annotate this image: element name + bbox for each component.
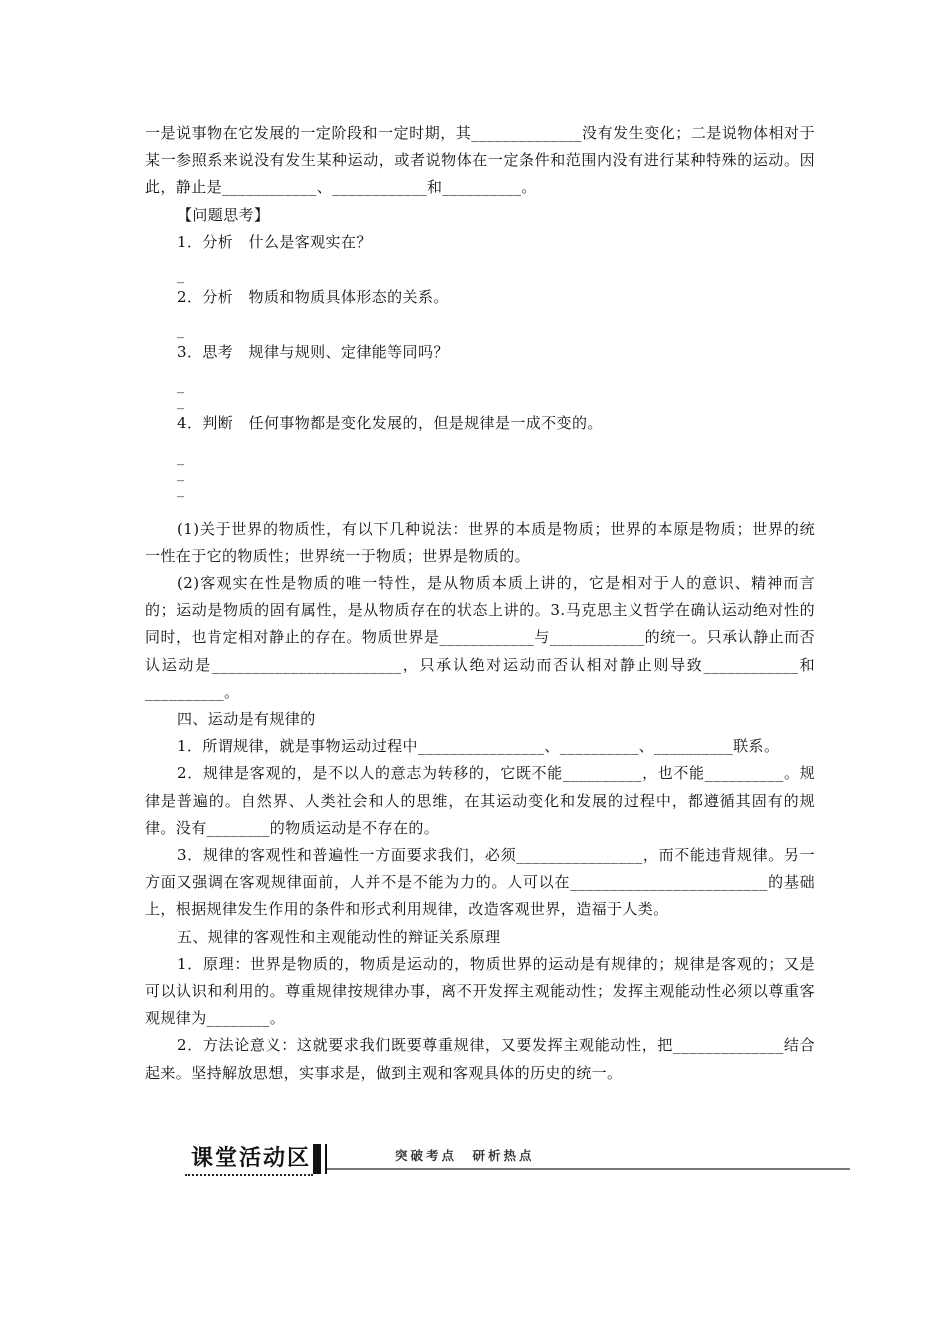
section-4-heading: 四、运动是有规律的: [177, 710, 316, 729]
section-5-item-1: 1．原理：世界是物质的，物质是运动的，物质世界的运动是有规律的；规律是客观的；又是可以认识和利用的。尊重规律按规律办事，离不开发挥主观能动性；发挥主观能动性必须以尊重客观规律为________。: [145, 954, 815, 1028]
section-4-item-2: 2．规律是客观的，是不以人的意志为转移的，它既不能__________，也不能__________。规律是普遍的。自然界、人类社会和人的思维，在其运动变化和发展的过程中，都遵循其固有的规律。没有________的物质运动是不存在的。: [145, 764, 815, 837]
section-4-item-3: 3．规律的客观性和普遍性一方面要求我们，必须________________，而不能违背规律。另一方面又强调在客观规律面前，人并不是不能为力的。人可以在_________________________的基础上，根据规律发生作用的条件和形式利用规律，改造客观世界，造福于人类。: [145, 846, 815, 919]
question-2: 2．分析 物质和物质具体形态的关系。: [177, 288, 449, 307]
answer-blank-4b[interactable]: _: [177, 465, 185, 482]
banner-subtitle: 突破考点 研析热点: [395, 1148, 535, 1163]
answer-blank-4a[interactable]: _: [177, 449, 185, 466]
section-4-item-1: 1．所谓规律，就是事物运动过程中________________、__________、__________联系。: [177, 737, 780, 756]
answer-blank-3a[interactable]: _: [177, 378, 185, 395]
question-4: 4．判断 任何事物都是变化发展的，但是规律是一成不变的。: [177, 414, 603, 433]
note-2: (2)客观实在性是物质的唯一特性，是从物质本质上讲的，它是相对于人的意识、精神而言的；运动是物质的固有属性，是从物质存在的状态上讲的。3.马克思主义哲学在确认运动绝对性的同时，也肯定相对静止的存在。物质世界是____________与____________的统一。只承认静止而否认运动是________________________，只承认绝对运动而否认相对静止则导致____________和__________。: [145, 574, 815, 701]
paragraph-static-meaning: 一是说事物在它发展的一定阶段和一定时期，其______________没有发生变化；二是说物体相对于某一参照系来说没有发生某种运动，或者说物体在一定条件和范围内没有进行某种特殊的运动。因此，静止是____________、____________和__________。: [145, 124, 815, 197]
question-3: 3．思考 规律与规则、定律能等同吗？: [177, 343, 449, 362]
banner-dotted-underline: [185, 1174, 313, 1176]
section-5-item-2: 2．方法论意义：这就要求我们既要尊重规律，又要发挥主观能动性，把______________结合起来。坚持解放思想，实事求是，做到主观和客观具体的历史的统一。: [145, 1036, 815, 1082]
banner-rule-line: [327, 1168, 850, 1170]
question-1: 1．分析 什么是客观实在？: [177, 232, 372, 251]
note-1: (1)关于世界的物质性，有以下几种说法：世界的本质是物质；世界的本原是物质；世界的统一性在于它的物质性；世界统一于物质；世界是物质的。: [145, 519, 815, 565]
classroom-activity-banner: [185, 1142, 850, 1178]
answer-blank-2a[interactable]: _: [177, 323, 185, 340]
banner-divider-bar: [313, 1144, 321, 1174]
document-body: [145, 120, 815, 1087]
problem-thinking-heading: 【问题思考】: [177, 205, 270, 224]
banner-title: 课堂活动区: [191, 1146, 312, 1171]
answer-blank-4c[interactable]: _: [177, 481, 185, 498]
answer-blank-3b[interactable]: _: [177, 394, 185, 411]
section-5-heading: 五、规律的客观性和主观能动性的辩证关系原理: [177, 927, 501, 946]
answer-blank-1a[interactable]: _: [177, 268, 185, 285]
